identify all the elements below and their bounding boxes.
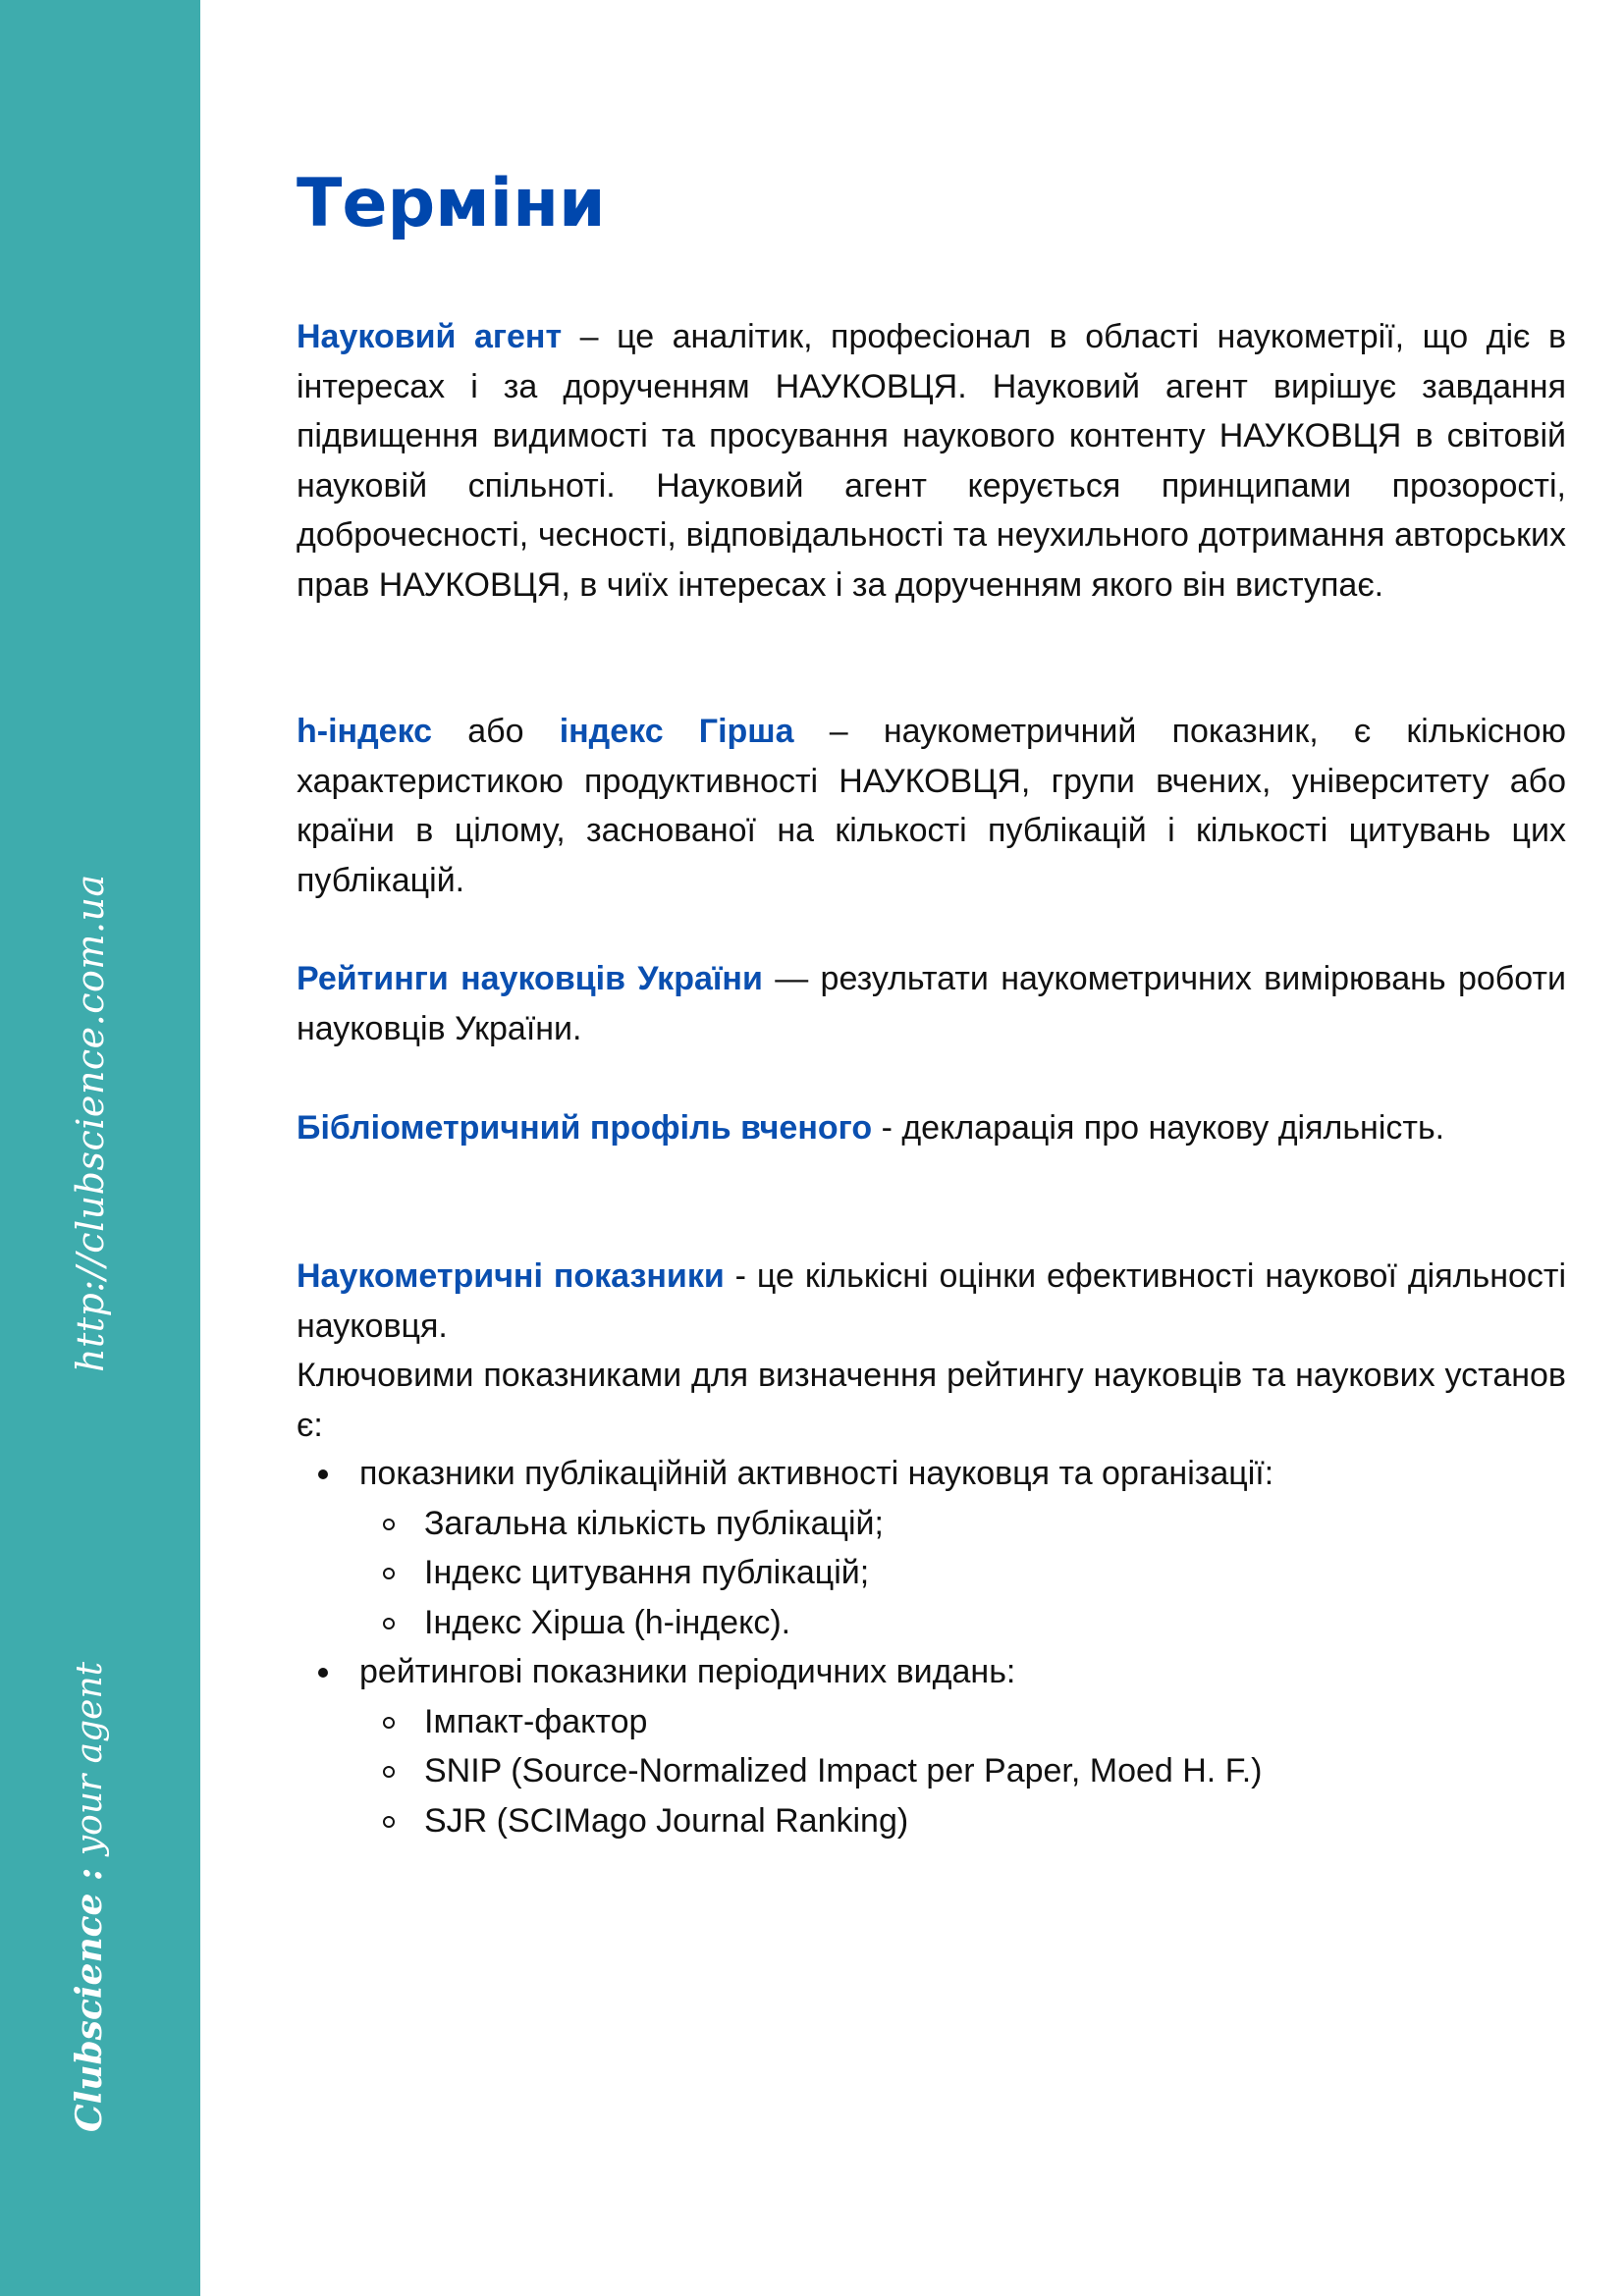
term: h-індекс bbox=[297, 713, 433, 750]
definition-text: — результати наукометричних вимірювань роботи науковців України. bbox=[297, 960, 1566, 1047]
list-item bbox=[297, 1647, 1566, 1845]
term: Наукометричні показники bbox=[297, 1257, 725, 1295]
definition-text: – це аналітик, професіонал в області наукометрії, що діє в інтересах і за дорученням НАУКОВЦЯ. Науковий агент вирішує завдання підвищення видимості та просування наукового контенту НАУКОВЦЯ в світовій науковій спільноті. Науковий агент керується принципами прозорості, доброчесності, чесності, відповідальності та неухильного дотримання авторських прав НАУКОВЦЯ, в чиїх інтересах і за дорученням якого він виступає. bbox=[297, 318, 1567, 604]
definition-scientometric-indicators bbox=[297, 1252, 1566, 1450]
definition-text: - це кількісні оцінки ефективності наукової діяльності науковця. bbox=[297, 1257, 1567, 1345]
sub-list-item bbox=[359, 1746, 1566, 1796]
definition-h-index bbox=[297, 707, 1566, 905]
sub-list-item bbox=[359, 1796, 1566, 1846]
sub-list-item-label: Загальна кількість публікацій; bbox=[424, 1504, 884, 1542]
circle-bullet-icon bbox=[383, 1766, 395, 1778]
circle-bullet-icon bbox=[383, 1618, 395, 1629]
indicators-list bbox=[297, 1449, 1566, 1845]
brand-tagline: your agent bbox=[70, 1661, 110, 1856]
circle-bullet-icon bbox=[383, 1568, 395, 1579]
definition-ratings bbox=[297, 954, 1566, 1053]
term: Науковий агент bbox=[297, 318, 563, 355]
definition-text-continued: Ключовими показниками для визначення рейтингу науковців та наукових установ є: bbox=[297, 1357, 1566, 1444]
sub-list bbox=[359, 1697, 1566, 1846]
circle-bullet-icon bbox=[383, 1717, 395, 1729]
sub-list-item bbox=[359, 1548, 1566, 1598]
sub-list bbox=[359, 1499, 1566, 1648]
sub-list-item bbox=[359, 1598, 1566, 1648]
definition-text: – наукометричний показник, є кількісною характеристикою продуктивності НАУКОВЦЯ, групи вчених, університету або країни в цілому, заснованої на кількості публікацій і кількості цитувань цих публікацій. bbox=[297, 713, 1567, 899]
sidebar bbox=[0, 0, 200, 2296]
term-alt: індекс Гірша bbox=[559, 713, 794, 750]
sub-list-item-label: Імпакт-фактор bbox=[424, 1702, 648, 1740]
brand-separator: : bbox=[69, 1855, 110, 1894]
definition-bibliometric-profile bbox=[297, 1103, 1566, 1153]
list-item-label: показники публікаційній активності науковця та організації: bbox=[359, 1455, 1274, 1492]
bullet-icon bbox=[318, 1469, 328, 1479]
definition-scientific-agent bbox=[297, 312, 1566, 610]
connector-text: або bbox=[432, 713, 560, 750]
website-url[interactable]: http://clubscience.com.ua bbox=[69, 874, 112, 1372]
term: Рейтинги науковців України bbox=[297, 960, 763, 997]
bullet-icon bbox=[318, 1668, 328, 1678]
definition-text: - декларація про наукову діяльність. bbox=[872, 1109, 1445, 1147]
term: Бібліометричний профіль вченого bbox=[297, 1109, 873, 1147]
brand-name: Clubscience bbox=[69, 1893, 110, 2132]
list-item bbox=[297, 1449, 1566, 1647]
sub-list-item bbox=[359, 1697, 1566, 1747]
sub-list-item bbox=[359, 1499, 1566, 1549]
list-item-label: рейтингові показники періодичних видань: bbox=[359, 1653, 1016, 1690]
brand-logo bbox=[69, 1662, 110, 2132]
sub-list-item-label: Індекс цитування публікацій; bbox=[424, 1554, 870, 1591]
sub-list-item-label: SNIP (Source-Normalized Impact per Paper, Moed H. F.) bbox=[424, 1752, 1263, 1789]
sub-list-item-label: Індекс Хірша (h-індекс). bbox=[424, 1603, 791, 1641]
circle-bullet-icon bbox=[383, 1816, 395, 1828]
page-title: Терміни bbox=[297, 165, 606, 242]
sub-list-item-label: SJR (SCIMago Journal Ranking) bbox=[424, 1801, 909, 1840]
circle-bullet-icon bbox=[383, 1519, 395, 1530]
